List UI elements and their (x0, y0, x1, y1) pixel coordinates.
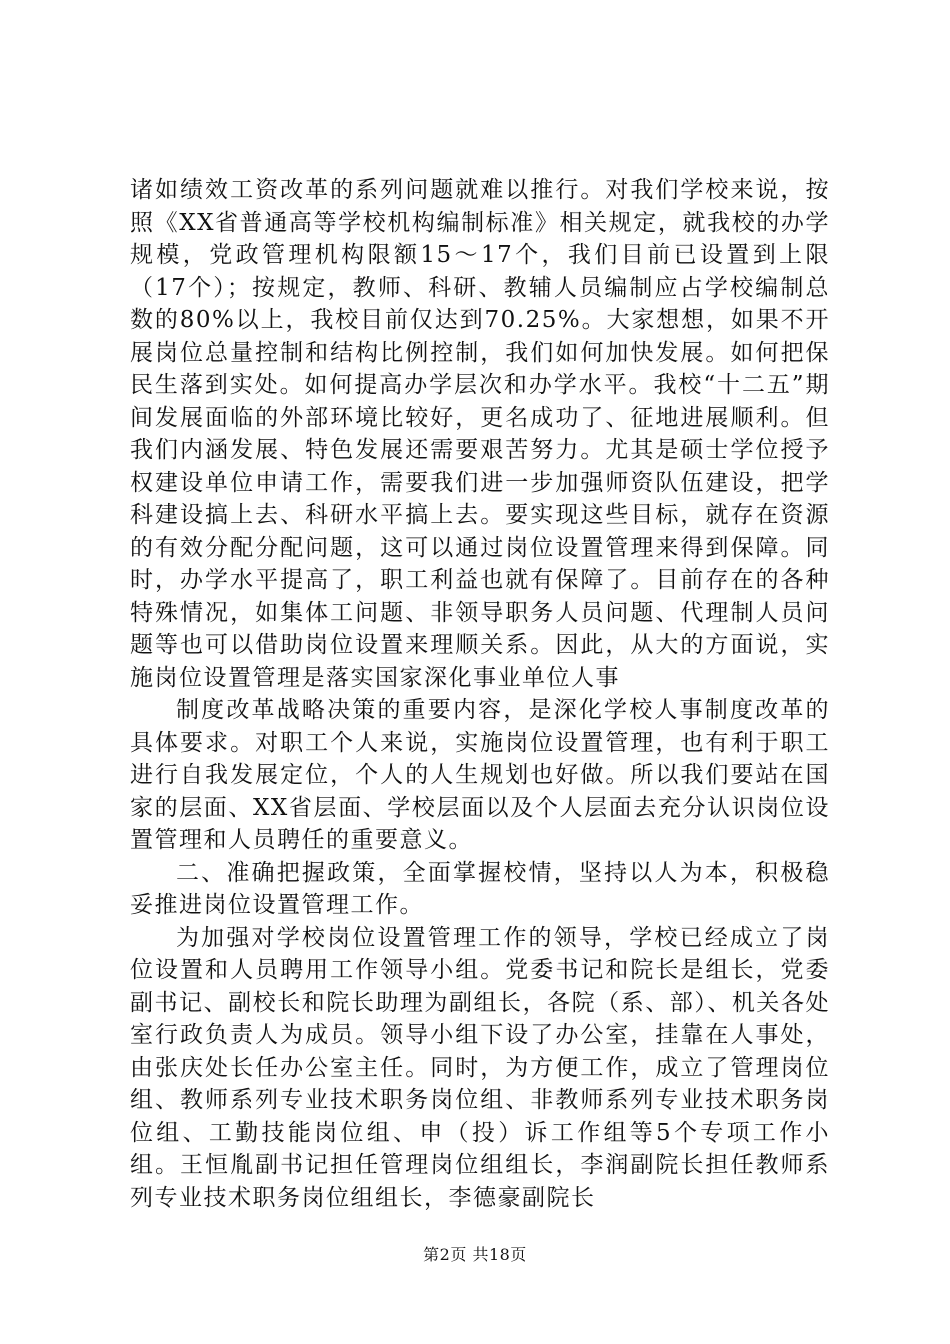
paragraph-2: 制度改革战略决策的重要内容，是深化学校人事制度改革的具体要求。对职工个人来说，实施岗位设置管理，也有利于职工进行自我发展定位，个人的人生规划也好做。所以我们要站在国家的层面、XX省层面、学校层面以及个人层面去充分认识岗位设置管理和人员聘任的重要意义。 (130, 697, 830, 853)
section-heading-2: 二、准确把握政策，全面掌握校情，坚持以人为本，积极稳妥推进岗位设置管理工作。 (130, 859, 830, 918)
paragraph-1: 诸如绩效工资改革的系列问题就难以推行。对我们学校来说，按照《XX省普通高等学校机构编制标准》相关规定，就我校的办学规模，党政管理机构限额15～17个，我们目前已设置到上限（17个）；按规定，教师、科研、教辅人员编制应占学校编制总数的80%以上，我校目前仅达到70.25%。大家想想，如果不开展岗位总量控制和结构比例控制，我们如何加快发展。如何把保民生落到实处。如何提高办学层次和办学水平。我校“十二五”期间发展面临的外部环境比较好，更名成功了、征地进展顺利。但我们内涵发展、特色发展还需要艰苦努力。尤其是硕士学位授予权建设单位申请工作，需要我们进一步加强师资队伍建设，把学科建设搞上去、科研水平搞上去。要实现这些目标，就存在资源的有效分配分配问题，这可以通过岗位设置管理来得到保障。同时，办学水平提高了，职工利益也就有保障了。目前存在的各种特殊情况，如集体工问题、非领导职务人员问题、代理制人员问题等也可以借助岗位设置来理顺关系。因此，从大的方面说，实施岗位设置管理是落实国家深化事业单位人事 (130, 177, 830, 691)
page-number-footer: 第2页 共18页 (423, 1245, 527, 1264)
paragraph-3: 为加强对学校岗位设置管理工作的领导，学校已经成立了岗位设置和人员聘用工作领导小组。党委书记和院长是组长，党委副书记、副校长和院长助理为副组长，各院（系、部）、机关各处室行政负责人为成员。领导小组下设了办公室，挂靠在人事处，由张庆处长任办公室主任。同时，为方便工作，成立了管理岗位组、教师系列专业技术职务岗位组、非教师系列专业技术职务岗位组、工勤技能岗位组、申（投）诉工作组等5个专项工作小组。王恒胤副书记担任管理岗位组组长，李润副院长担任教师系列专业技术职务岗位组组长，李德豪副院长 (130, 924, 830, 1211)
body-text (130, 174, 830, 1214)
